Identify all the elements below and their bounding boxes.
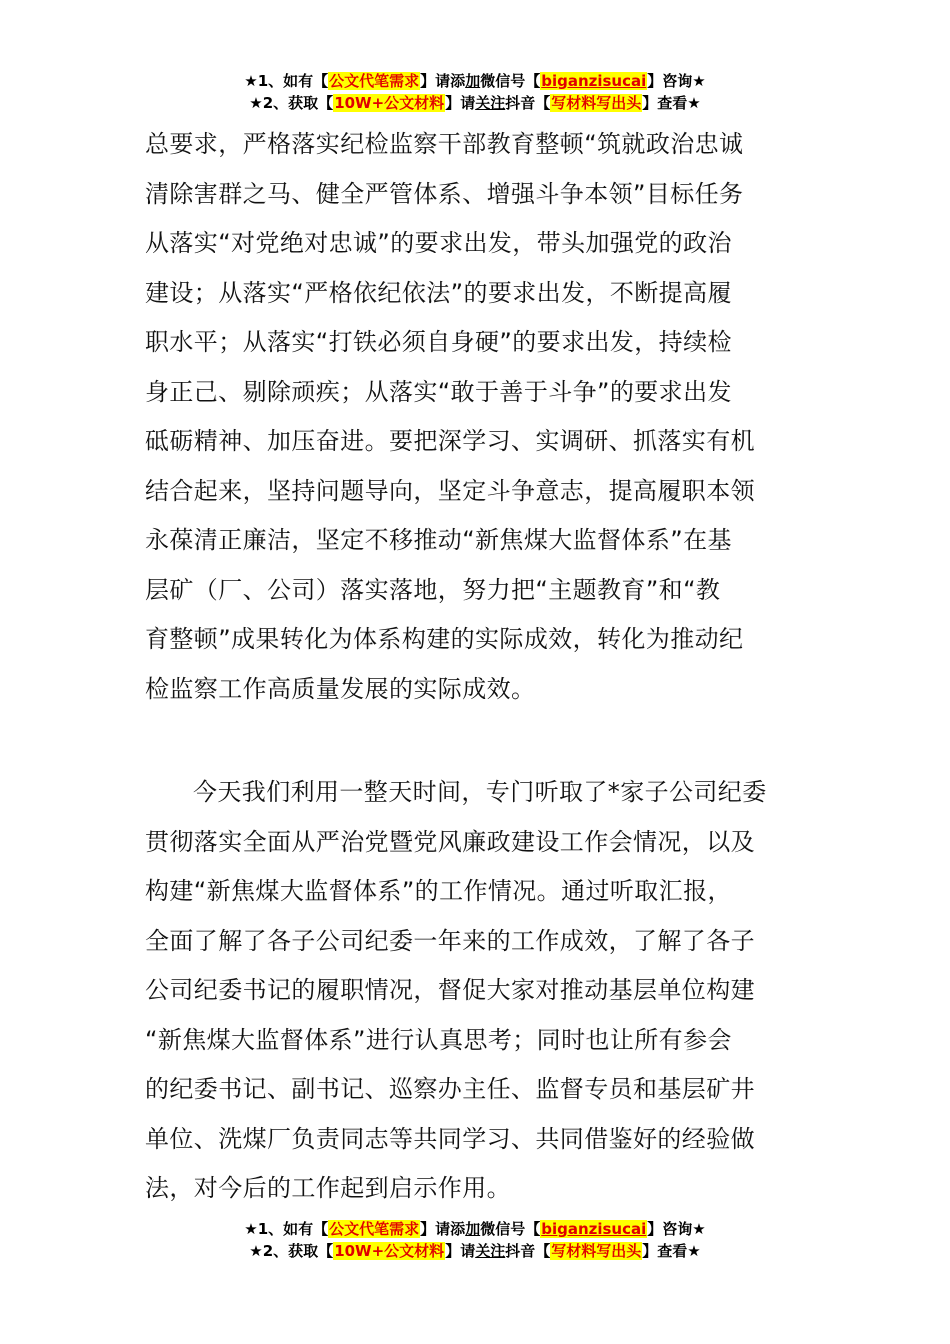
text-line: 清除害群之马、健全严管体系、增强斗争本领”目标任务: [145, 179, 744, 208]
footer-banner: [0, 1218, 950, 1262]
text-line: 检监察工作高质量发展的实际成效。: [145, 674, 536, 703]
text-line: 职水平；从落实“打铁必须自身硬”的要求出发，持续检: [145, 328, 732, 356]
text-line: 砥砺精神、加压奋进。要把深学习、实调研、抓落实有机: [145, 427, 755, 455]
text-line: 构建“新焦煤大监督体系”的工作情况。通过听取汇报，: [145, 877, 732, 905]
text-line: 公司纪委书记的履职情况，督促大家对推动基层单位构建: [145, 976, 755, 1004]
text-line: 建设；从落实“严格依纪依法”的要求出发，不断提高履: [145, 278, 732, 307]
highlight-materials: 10W+公文材料: [334, 94, 445, 112]
paragraph-2: [145, 768, 809, 1214]
text-line: 总要求，严格落实纪检监察干部教育整顿“筑就政治忠诚: [145, 130, 744, 158]
text-line: 育整顿”成果转化为体系构建的实际成效，转化为推动纪: [145, 625, 744, 653]
banner-line-2: ★2、获取【10W+公文材料】请关注抖音【写材料写出头】查看★: [249, 1242, 701, 1260]
paragraph-1: [145, 120, 809, 714]
text-line: 法，对今后的工作起到启示作用。: [145, 1174, 511, 1202]
text-line: 永葆清正廉洁，坚定不移推动“新焦煤大监督体系”在基: [145, 526, 732, 554]
text-line: 单位、洗煤厂负责同志等共同学习、共同借鉴好的经验做: [145, 1124, 755, 1153]
text-line: “新焦煤大监督体系”进行认真思考；同时也让所有参会: [145, 1025, 732, 1054]
text-line: 贯彻落实全面从严治党暨党风廉政建设工作会情况，以及: [145, 827, 755, 856]
text-line: 身正己、剔除顽疾；从落实“敢于善于斗争”的要求出发: [145, 377, 732, 406]
text-line: 全面了解了各子公司纪委一年来的工作成效，了解了各子: [145, 926, 755, 955]
highlight-douyin: 写材料写出头: [551, 94, 642, 112]
highlight-wechat-id: biganzisucai: [541, 1220, 647, 1238]
text-line: 的纪委书记、副书记、巡察办主任、监督专员和基层矿井: [145, 1075, 755, 1103]
highlight-wechat-id: biganzisucai: [541, 72, 647, 90]
text-line: 层矿（厂、公司）落实落地，努力把“主题教育”和“教: [145, 575, 721, 604]
banner-line-2: ★2、获取【10W+公文材料】请关注抖音【写材料写出头】查看★: [249, 94, 701, 112]
banner-line-1: ★1、如有【公文代笔需求】请添加微信号【biganzisucai】咨询★: [244, 1220, 706, 1238]
highlight-douyin: 写材料写出头: [551, 1242, 642, 1260]
text-line: 结合起来，坚持问题导向，坚定斗争意志，提高履职本领: [145, 476, 755, 505]
header-banner: [0, 70, 950, 114]
banner-line-1: ★1、如有【公文代笔需求】请添加微信号【biganzisucai】咨询★: [244, 72, 706, 90]
highlight-service: 公文代笔需求: [329, 72, 420, 90]
highlight-service: 公文代笔需求: [329, 1220, 420, 1238]
text-line: 今天我们利用一整天时间，专门听取了*家子公司纪委: [193, 778, 767, 806]
highlight-materials: 10W+公文材料: [334, 1242, 445, 1260]
text-line: 从落实“对党绝对忠诚”的要求出发，带头加强党的政治: [145, 229, 732, 257]
